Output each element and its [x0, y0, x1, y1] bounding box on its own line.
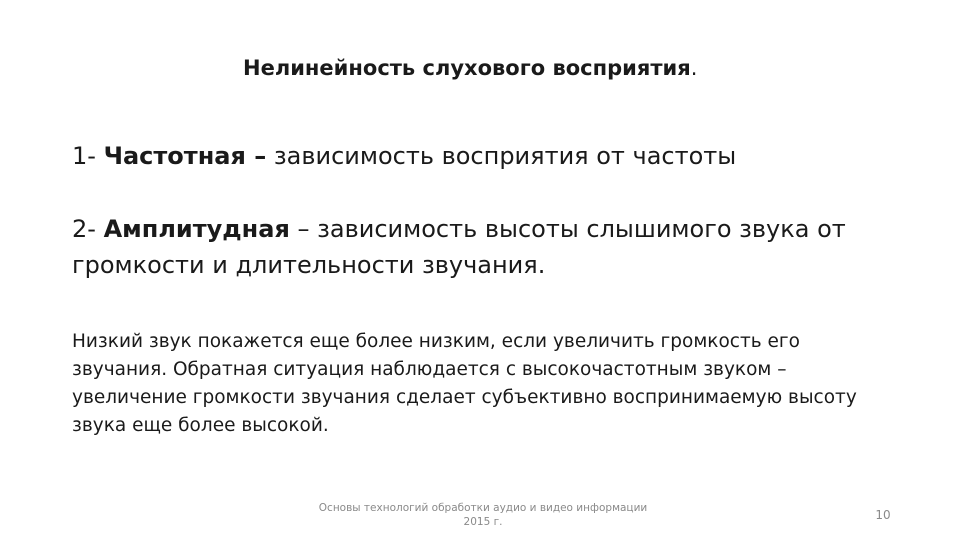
list-item-text: зависимость восприятия от частоты: [266, 142, 737, 170]
slide-title-period: .: [690, 56, 698, 80]
slide-title: [243, 56, 697, 80]
page-number: 10: [875, 508, 891, 522]
footer-year: 2015 г.: [463, 516, 503, 528]
slide-title-text: Нелинейность слухового восприятия: [243, 56, 691, 80]
list-item-number: 1-: [72, 142, 104, 170]
footer: [318, 501, 648, 529]
list-item-frequency: [72, 138, 902, 174]
list-item-number: 2-: [72, 215, 104, 243]
explanation-paragraph: Низкий звук покажется еще более низким, если увеличить громкость его звучания. Обратная ситуация наблюдается с высокочастотным звуком – увеличение громкости звучания сделает субъективно воспринимаемую высоту звука еще более высокой.: [72, 331, 857, 436]
list-item-text: – зависимость высоты слышимого звука от громкости и длительности звучания.: [72, 215, 846, 279]
list-item-amplitude: [72, 211, 902, 283]
footer-course-name: Основы технологий обработки аудио и видео информации: [318, 502, 648, 514]
list-item-term: Частотная –: [103, 142, 267, 170]
list-item-term: Амплитудная: [103, 215, 290, 243]
